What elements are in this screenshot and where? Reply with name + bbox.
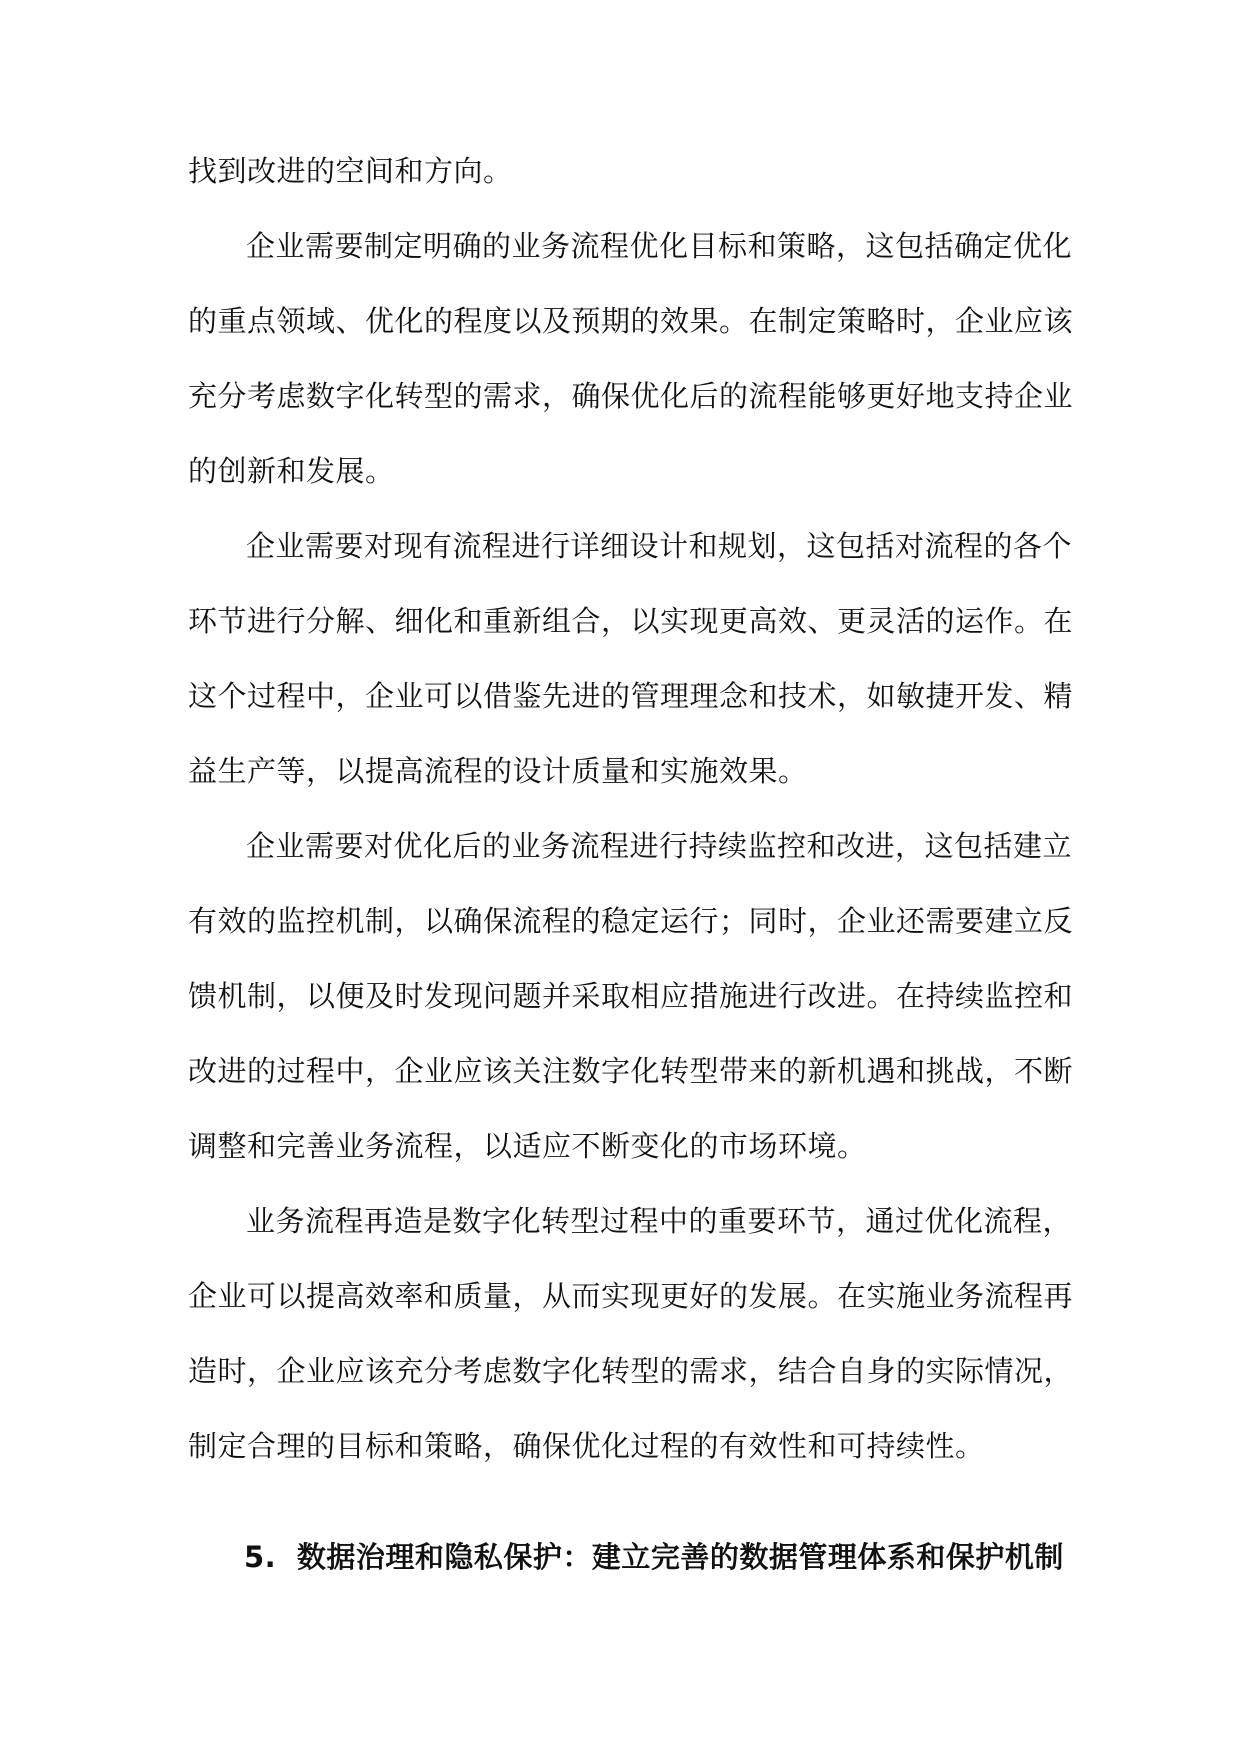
paragraph-line: 的创新和发展。 bbox=[188, 454, 395, 488]
section-title: 数据治理和隐私保护：建立完善的数据管理体系和保护机制 bbox=[296, 1540, 1064, 1574]
paragraph-line: 找到改进的空间和方向。 bbox=[188, 154, 513, 188]
paragraph-1 bbox=[188, 134, 1056, 209]
section-heading bbox=[244, 1535, 1064, 1576]
paragraph-line: 企业需要对现有流程进行详细设计和规划，这包括对流程的各个 bbox=[246, 529, 1073, 563]
paragraph-line: 业务流程再造是数字化转型过程中的重要环节，通过优化流程， bbox=[246, 1204, 1073, 1238]
paragraph-line: 企业需要制定明确的业务流程优化目标和策略，这包括确定优化 bbox=[246, 229, 1073, 263]
paragraph-5 bbox=[188, 1184, 1074, 1484]
paragraph-2 bbox=[188, 209, 1074, 509]
section-number: 5. bbox=[244, 1540, 277, 1574]
paragraph-line: 这个过程中，企业可以借鉴先进的管理理念和技术，如敏捷开发、精 bbox=[188, 679, 1074, 713]
paragraph-line: 有效的监控机制，以确保流程的稳定运行；同时，企业还需要建立反 bbox=[188, 904, 1074, 938]
paragraph-line: 充分考虑数字化转型的需求，确保优化后的流程能够更好地支持企业 bbox=[188, 379, 1074, 413]
paragraph-line: 调整和完善业务流程，以适应不断变化的市场环境。 bbox=[188, 1129, 867, 1163]
paragraph-line: 的重点领域、优化的程度以及预期的效果。在制定策略时，企业应该 bbox=[188, 304, 1074, 338]
paragraph-line: 制定合理的目标和策略，确保优化过程的有效性和可持续性。 bbox=[188, 1429, 985, 1463]
paragraph-line: 馈机制，以便及时发现问题并采取相应措施进行改进。在持续监控和 bbox=[188, 979, 1074, 1013]
paragraph-line: 企业可以提高效率和质量，从而实现更好的发展。在实施业务流程再 bbox=[188, 1279, 1074, 1313]
paragraph-line: 环节进行分解、细化和重新组合，以实现更高效、更灵活的运作。在 bbox=[188, 604, 1074, 638]
paragraph-line: 造时，企业应该充分考虑数字化转型的需求，结合自身的实际情况， bbox=[188, 1354, 1074, 1388]
paragraph-line: 益生产等，以提高流程的设计质量和实施效果。 bbox=[188, 754, 808, 788]
paragraph-4 bbox=[188, 809, 1074, 1184]
paragraph-line: 企业需要对优化后的业务流程进行持续监控和改进，这包括建立 bbox=[246, 829, 1073, 863]
paragraph-line: 改进的过程中，企业应该关注数字化转型带来的新机遇和挑战，不断 bbox=[188, 1054, 1074, 1088]
paragraph-3 bbox=[188, 509, 1074, 809]
